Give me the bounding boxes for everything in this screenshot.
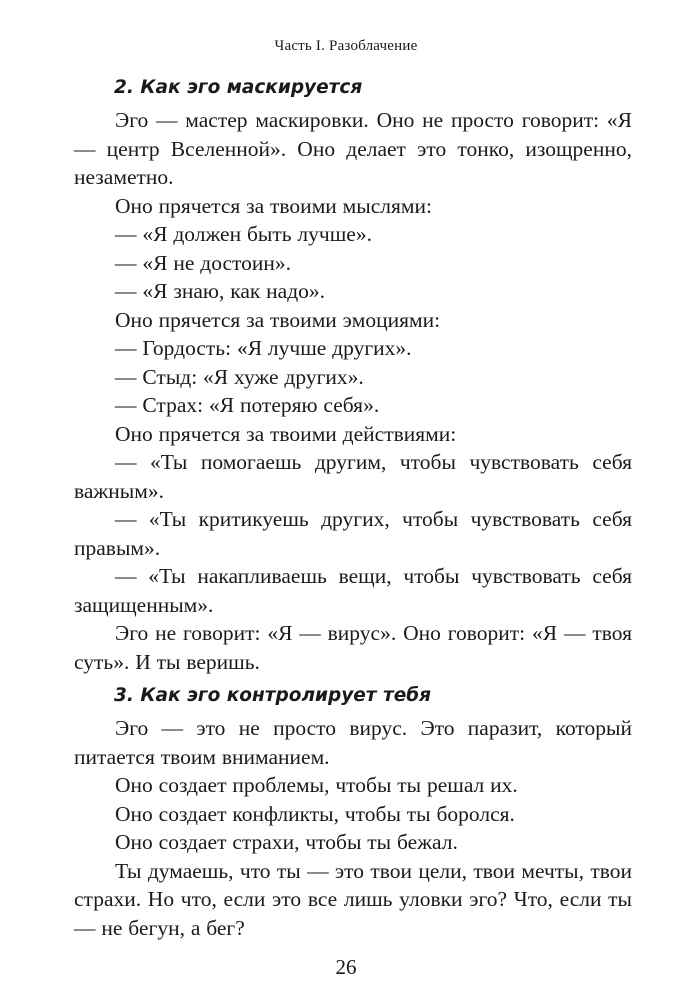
list-item: — Гордость: «Я лучше других». [115, 336, 412, 360]
list-item: — «Ты помогаешь другим, чтобы чувствовать себя важным». [74, 450, 632, 503]
list-item: — «Ты критикуешь других, чтобы чувствовать себя правым». [74, 507, 632, 560]
section-heading: 2. Как эго маскируется [114, 77, 363, 98]
paragraph: Эго — мастер маскировки. Оно не просто говорит: «Я — центр Вселенной». Оно делает это тонко, изощренно, незаметно. [74, 108, 632, 189]
list-item: — «Я не достоин». [115, 250, 292, 275]
paragraph: Эго не говорит: «Я — вирус». Оно говорит: «Я — твоя суть». И ты веришь. [74, 621, 632, 674]
section-heading: 3. Как эго контролирует тебя [114, 685, 432, 706]
list-item: — «Ты накапливаешь вещи, чтобы чувствовать себя защищенным». [74, 564, 632, 617]
paragraph: Оно прячется за твоими эмоциями: [115, 307, 441, 332]
running-head: Часть I. Разоблачение [274, 38, 418, 54]
page-number: 26 [335, 955, 357, 979]
page-body [74, 74, 632, 942]
paragraph: Оно прячется за твоими действиями: [115, 421, 457, 446]
paragraph: Оно прячется за твоими мыслями: [115, 193, 432, 218]
list-item: — Страх: «Я потеряю себя». [115, 393, 380, 417]
list-item: — Стыд: «Я хуже других». [115, 364, 364, 389]
paragraph: Эго — это не просто вирус. Это паразит, который питается твоим вниманием. [74, 716, 632, 769]
paragraph: Оно создает проблемы, чтобы ты решал их. [115, 773, 518, 797]
list-item: — «Я должен быть лучше». [115, 222, 372, 246]
list-item: — «Я знаю, как надо». [115, 279, 326, 303]
paragraph: Оно создает страхи, чтобы ты бежал. [115, 830, 458, 854]
paragraph: Оно создает конфликты, чтобы ты боролся. [115, 801, 515, 826]
paragraph: Ты думаешь, что ты — это твои цели, твои мечты, твои страхи. Но что, если это все лишь уловки эго? Что, если ты — не бегун, а бег? [74, 858, 632, 940]
